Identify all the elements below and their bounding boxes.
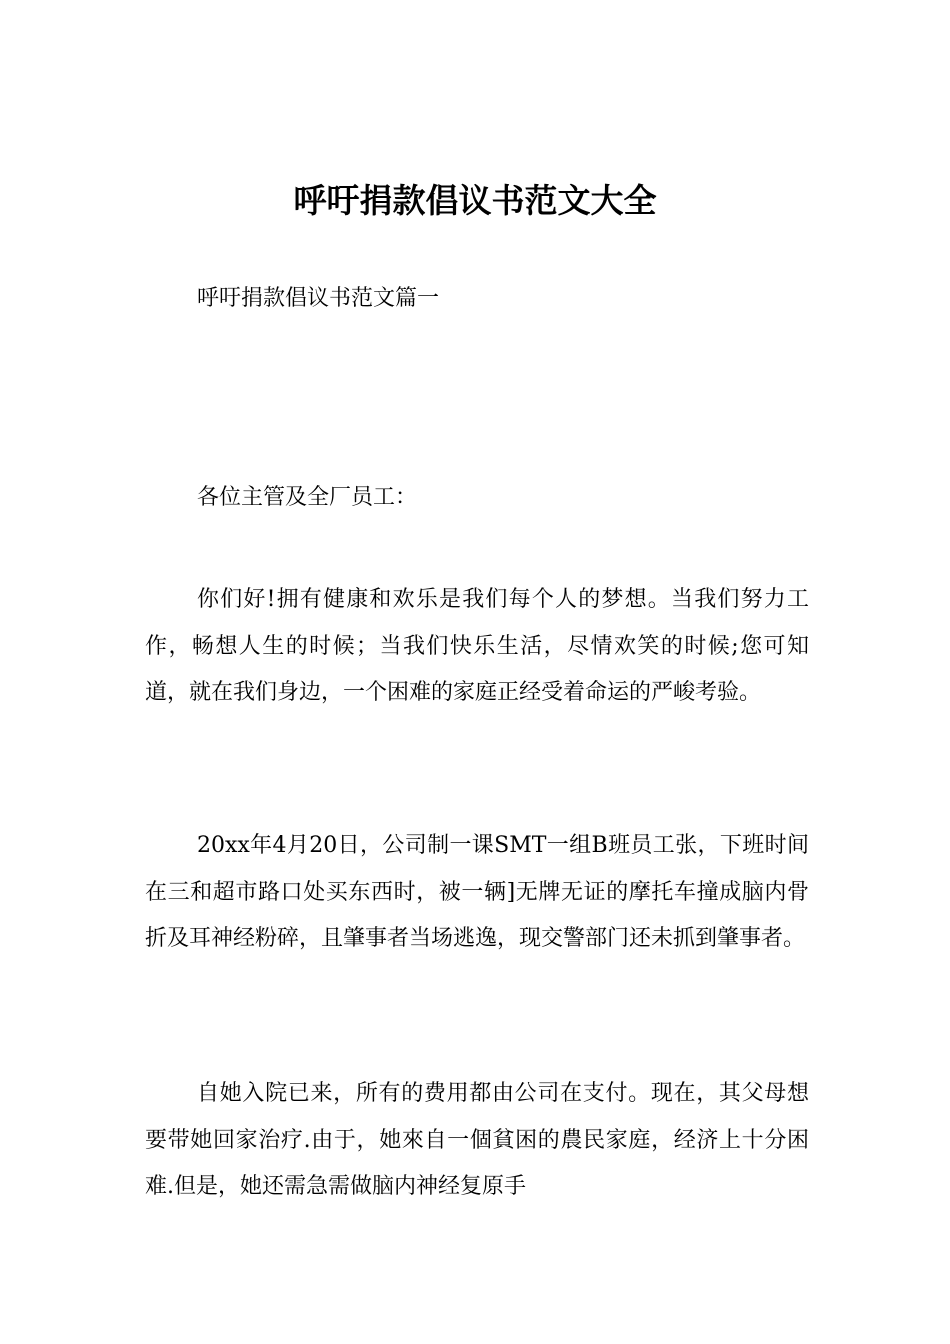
body-paragraph: 20xx年4月20日，公司制一课SMT一组B班员工张，下班时间在三和超市路口处买东西时，被一辆]无牌无证的摩托车撞成脑内骨折及耳神经粉碎，且肇事者当场逃逸，现交警部门还未抓到肇事者。 — [145, 833, 809, 951]
document-title: 呼吁捐款倡议书范文大全 — [293, 181, 657, 220]
body-paragraph: 你们好!拥有健康和欢乐是我们每个人的梦想。当我们努力工作，畅想人生的时候；当我们快乐生活，尽情欢笑的时候;您可知道，就在我们身边，一个困难的家庭正经受着命运的严峻考验。 — [145, 587, 809, 705]
body-paragraph: 自她入院已来，所有的费用都由公司在支付。现在，其父母想要带她回家治疗.由于，她來自一個貧困的農民家庭，经济上十分困难.但是，她还需急需做脑内神经复原手 — [145, 1081, 809, 1199]
section-heading: 呼吁捐款倡议书范文篇一 — [197, 286, 440, 311]
salutation: 各位主管及全厂员工： — [197, 485, 418, 510]
